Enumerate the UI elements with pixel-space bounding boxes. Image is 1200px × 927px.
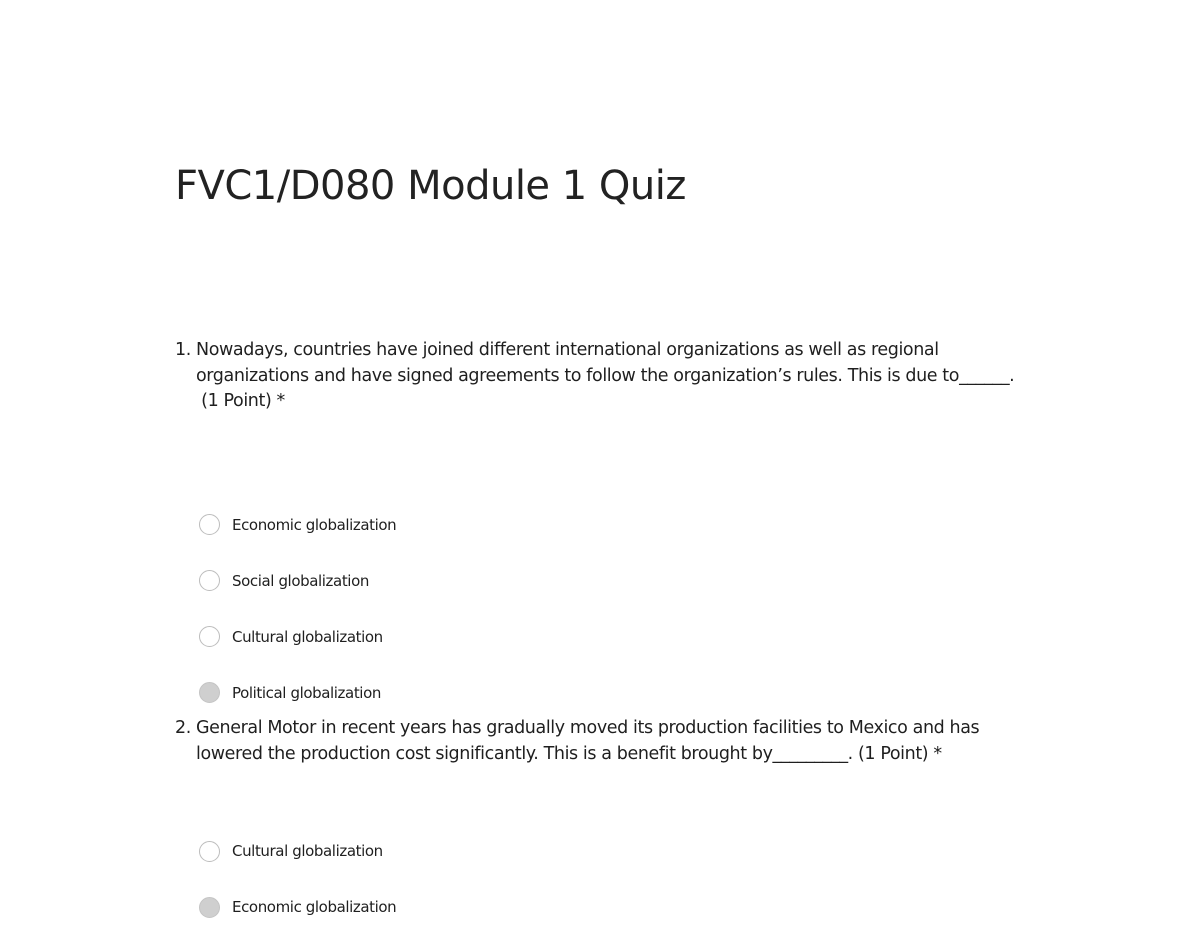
question-1-body bbox=[196, 338, 1055, 415]
q2-option-cultural-globalization[interactable] bbox=[199, 838, 383, 864]
question-2-line-2: lowered the production cost significantly. This is a benefit brought by_________. (1 Point) * bbox=[196, 743, 942, 764]
question-1-line-1: Nowadays, countries have joined different international organizations as well as regional bbox=[196, 340, 939, 360]
question-2-line-1: General Motor in recent years has gradually moved its production facilities to Mexico and has bbox=[196, 718, 980, 738]
option-label: Cultural globalization bbox=[232, 842, 383, 860]
radio-button[interactable] bbox=[199, 570, 220, 591]
question-1-points: (1 Point) * bbox=[196, 391, 285, 411]
quiz-title: FVC1/D080 Module 1 Quiz bbox=[175, 163, 686, 209]
q2-option-economic-globalization[interactable] bbox=[199, 894, 396, 920]
q1-option-political-globalization[interactable] bbox=[199, 680, 381, 706]
radio-button[interactable] bbox=[199, 841, 220, 862]
question-2-body bbox=[196, 716, 1055, 767]
q1-option-cultural-globalization[interactable] bbox=[199, 624, 383, 650]
question-1-text bbox=[175, 338, 1055, 415]
option-label: Economic globalization bbox=[232, 515, 397, 534]
option-label: Social globalization bbox=[232, 571, 369, 590]
radio-button[interactable] bbox=[199, 897, 220, 918]
question-2-number: 2. bbox=[175, 718, 191, 738]
question-2 bbox=[175, 716, 1055, 916]
question-2-text bbox=[175, 716, 1055, 767]
option-label: Cultural globalization bbox=[232, 627, 383, 646]
radio-button[interactable] bbox=[199, 514, 220, 535]
question-1 bbox=[175, 338, 1055, 702]
question-1-line-2: organizations and have signed agreements to follow the organization’s rules. This is due to______. bbox=[196, 365, 1015, 386]
radio-button[interactable] bbox=[199, 626, 220, 647]
q1-option-social-globalization[interactable] bbox=[199, 568, 369, 594]
q1-option-economic-globalization[interactable] bbox=[199, 512, 396, 538]
option-label: Economic globalization bbox=[232, 898, 397, 916]
option-label: Political globalization bbox=[232, 683, 381, 702]
radio-button[interactable] bbox=[199, 682, 220, 703]
question-1-number: 1. bbox=[175, 340, 191, 360]
